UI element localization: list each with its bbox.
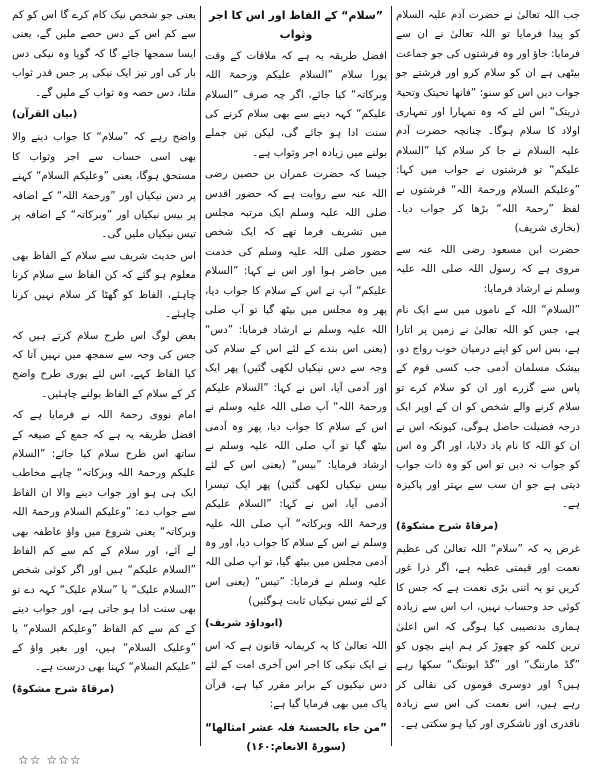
- paragraph: اللہ تعالیٰ کا یہ کریمانہ قانون ہے کہ اس نے ایک نیکی کا اجر اس آخری امت کے لئے دس نیکیوں کے برابر مقرر کیا ہے، قرآن پاک میں بھی فرمایا گیا ہے:: [205, 640, 387, 711]
- paragraph: افضل طریقہ یہ ہے کہ ملاقات کے وقت پورا سلام ”السلام علیکم ورحمۃ اللہ وبرکاتہ“ کیا جائے، اگر چہ صرف ”السلام علیکم“ کہہ دینے سے بھی سلام کرنے کی سنت ادا ہو جائے گی، لیکن تین جملے بولنے میں زیادہ اجر وثواب ہے۔: [205, 49, 387, 159]
- paragraph: جیسا کہ حضرت عمران بن حصین رضی اللہ عنہ سے روایت ہے کہ حضور اقدس صلی اللہ علیہ وسلم ایک مرتبہ مجلس میں تشریف فرما تھے کہ ایک شخص حضور صلی اللہ علیہ وسلم کی خدمت میں حاضر ہوا اور اس نے کہا: ”السلام علیکم“ آپ نے اس کے سلام کا جواب دیا، پھر وہ مجلس میں بیٹھ گیا تو آپ صلی اللہ علیہ وسلم نے ارشاد فرمایا: ”دس“ (یعنی اس بندے کے لئے اس کے سلام کی وجہ سے دس نیکیاں لکھی گئیں) پھر ایک اور آدمی آیا، اس نے کہا: ”السلام علیکم ورحمۃ اللہ“ آپ صلی اللہ علیہ وسلم نے اس کے سلام کا جواب دیا، پھر وہ آدمی بیٹھ گیا تو آپ صلی اللہ علیہ وسلم نے ارشاد فرمایا: ”بیس“ (یعنی اس کے لئے بیس نیکیاں لکھی گئیں) پھر ایک تیسرا آدمی آیا، اس نے کہا: ”السلام علیکم ورحمۃ اللہ وبرکاتہ“ آپ صلی اللہ علیہ وسلم نے اس کے سلام کا جواب دیا، اور وہ آدمی مجلس میں بیٹھ گیا، تو آپ صلی اللہ علیہ وسلم نے فرمایا: ”تیس“ (یعنی اس کے لئے تیس نیکیاں ثابت ہوگئیں): [205, 168, 387, 608]
- quran-verse: ”من جاء بالحسنۃ فلہ عشر امثالھا“ (سورۃ الانعام:۱۶۰): [205, 721, 387, 754]
- citation-reference: (بیان القرآن): [12, 109, 78, 121]
- paragraph: غرض یہ کہ ”سلام“ اللہ تعالیٰ کی عظیم نعمت اور قیمتی عطیہ ہے، اگر ذرا غور کریں تو یہ اتنی بڑی نعمت ہے کہ جس کا کوئی حد وحساب نہیں، اب اس سے زیادہ ہماری بدنصیبی کیا ہوگی کہ اس اعلیٰ ترین کلمہ کو چھوڑ کر ہم اپنے بچوں کو ”گڈ مارننگ“ اور ”گڈ ایوننگ“ سکھا رہے ہیں؟ اور دوسری قوموں کی نقالی کر رہے ہیں، اس نعمت کی اس سے زیادہ ناقدری اور ناشکری اور کیا ہو سکتی ہے۔: [396, 542, 580, 730]
- paragraph: واضح رہے کہ ”سلام“ کا جواب دینے والا بھی اسی حساب سے اجر وثواب کا مستحق ہوگا، یعنی ”وعلیکم السلام“ کہنے پر دس نیکیاں اور ”ورحمۃ اللہ“ کے اضافہ پر بیس نیکیاں اور ”وبرکاتہ“ کے اضافہ پر تیس نیکیاں ملیں گی۔: [12, 131, 196, 241]
- paragraph: یعنی جو شخص نیک کام کرے گا اس کو کم سے کم اس کے دس حصے ملیں گے، یعنی ایسا سمجھا جائے گا کہ گویا وہ نیکی دس بار کی اور تیز ایک نیکی پر جس قدر ثواب ملتا، دس حصہ وہ ثواب کے ملیں گے۔: [12, 9, 196, 99]
- column-right: [392, 6, 584, 746]
- column-middle: [200, 6, 392, 754]
- paragraph: جب اللہ تعالیٰ نے حضرت آدم علیہ السلام کو پیدا فرمایا تو اللہ تعالیٰ نے ان سے فرمایا: جاؤ اور وہ فرشتوں کی جو جماعت بیٹھی ہے ان کو سلام کرو اور فرشتے جو جواب دیں اس کو سنو: ”فانھا تحیتک وتحیۃ ذریتک“ اس لئے کہ وہ تمہارا اور تمہاری اولاد کا سلام ہوگا۔ چنانچہ حضرت آدم علیہ السلام نے جا کر سلام کیا ”السلام علیکم“ تو فرشتوں نے جواب میں کہا: ”وعلیکم السلام ورحمۃ اللہ“ فرشتوں نے لفظ ”رحمۃ اللہ“ بڑھا کر جواب دیا۔ (بخاری شریف): [396, 9, 580, 235]
- footer-stars: ☆☆ ☆☆☆: [18, 753, 82, 767]
- paragraph: اس حدیث شریف سے سلام کے الفاظ بھی معلوم ہو گئے کہ کن الفاظ سے سلام کرنا چاہئے، الفاظ کو گھٹا کر سلام نہیں کرنا چاہئے۔: [12, 249, 196, 321]
- section-heading: ”سلام“ کے الفاظ اور اس کا اجر وثواب: [209, 9, 383, 42]
- citation-reference: (ابوداؤد شریف): [205, 617, 283, 629]
- paragraph: حضرت ابن مسعود رضی اللہ عنہ سے مروی ہے کہ رسول اللہ صلی اللہ علیہ وسلم نے ارشاد فرمایا:: [396, 243, 580, 295]
- paragraph: امام نووی رحمۃ اللہ نے فرمایا ہے کہ افضل طریقہ یہ ہے کہ جمع کے صیغہ کے ساتھ اس طرح سلام کیا جائے: ”السلام علیکم ورحمۃ اللہ وبرکاتہ“ چاہے مخاطب ایک ہی ہو اور جواب دینے والا ان الفاظ سے جواب دے: ”وعلیکم السلام ورحمۃ اللہ وبرکاتہ“ یعنی شروع میں واؤ عاطفہ بھی لے آئے، اور سلام کے کم سے کم الفاظ ”السلام علیکم“ ہیں اور اگر کوئی شخص ”السلام علیک“ یا ”سلام علیک“ کہہ دے تو بھی سنت ادا ہو جاتی ہے، اور جواب دینے کے کم سے کم الفاظ ”وعلیکم السلام“ یا ”وعلیک السلام“ ہیں، اور بغیر واؤ کے ”علیکم السلام“ کہنا بھی درست ہے۔: [12, 409, 196, 674]
- paragraph: ”السلام“ اللہ کے ناموں میں سے ایک نام ہے، جس کو اللہ تعالیٰ نے زمین پر اتارا ہے، بس اس کو اپنے درمیان خوب رواج دو، بیشک مسلمان آدمی جب کسی قوم کے پاس سے گزرے اور ان کو سلام کرے تو سلام کرنے والے شخص کو ان کے اوپر ایک درجہ فضیلت حاصل ہوگی، کیونکہ اس نے ان کو اللہ کا نام یاد دلایا، اور اگر وہ اس کو جواب نہ دیں تو اس کو وہ ذات جواب دیتی ہے جو ان سب سے بہتر اور پاکیزہ ہے۔: [396, 304, 580, 511]
- citation-reference: (مرقاۃ شرح مشکوۃ): [396, 520, 499, 532]
- column-left: [8, 6, 200, 746]
- citation-reference: (مرقاۃ شرح مشکوۃ): [12, 683, 115, 695]
- columns: [6, 6, 584, 754]
- paragraph: بعض لوگ اس طرح سلام کرتے ہیں کہ جس کی وجہ سے سمجھ میں نہیں آتا کہ کیا الفاظ کہے، اس لئے پوری طرح واضح کر کے سلام کے الفاظ بولنے چاہئیں۔: [12, 329, 196, 400]
